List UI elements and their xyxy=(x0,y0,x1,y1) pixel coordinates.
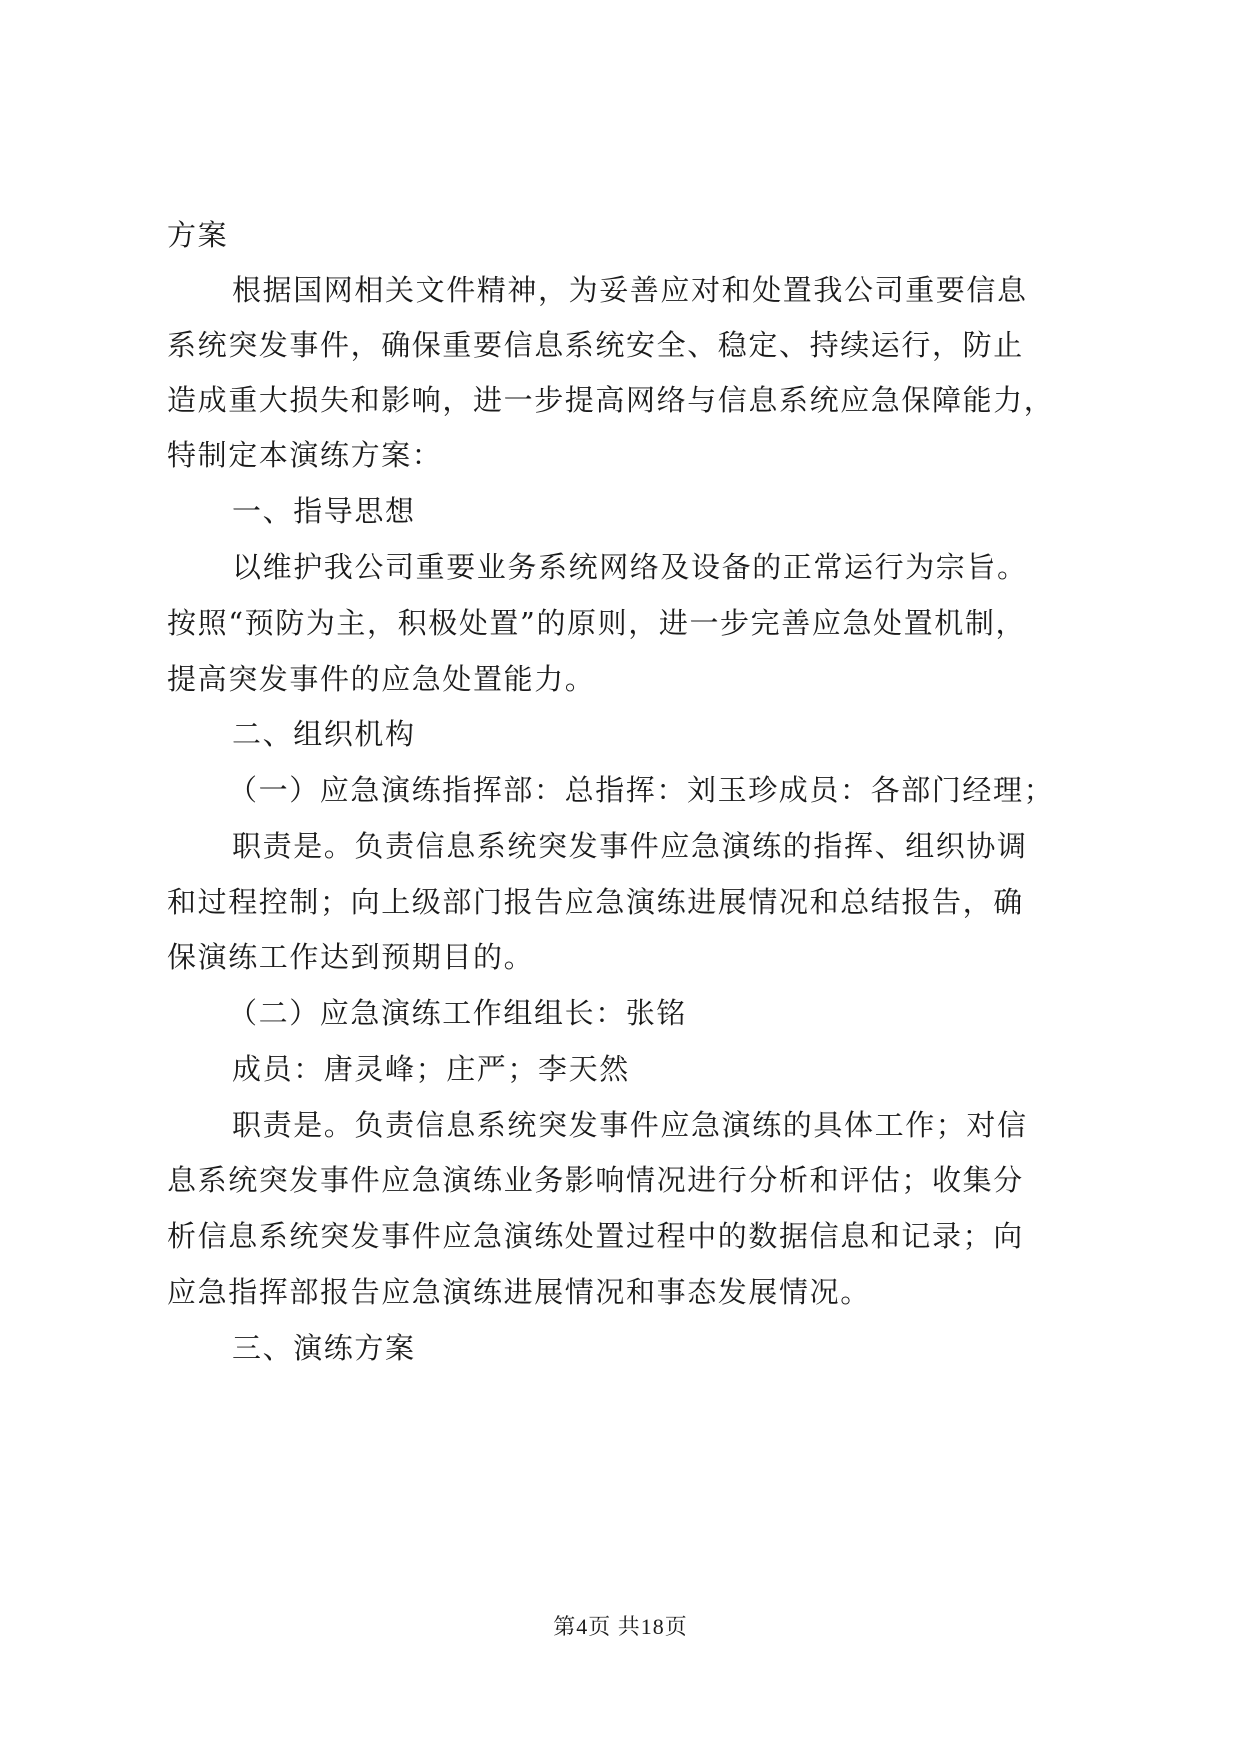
paragraph-hq-duties-line-1: 职责是。负责信息系统突发事件应急演练的指挥、组织协调 xyxy=(232,829,1028,863)
paragraph-hq-duties-line-2: 和过程控制；向上级部门报告应急演练进展情况和总结报告，确 xyxy=(167,885,1024,919)
paragraph-wg-duties-line-2: 息系统突发事件应急演练业务影响情况进行分析和评估；收集分 xyxy=(167,1163,1024,1197)
paragraph-wg-duties-line-3: 析信息系统突发事件应急演练处置过程中的数据信息和记录；向 xyxy=(167,1219,1024,1253)
paragraph-hq-duties-line-3: 保演练工作达到预期目的。 xyxy=(167,940,535,974)
paragraph-intro-line-4: 特制定本演练方案： xyxy=(167,438,443,472)
paragraph-guiding-line-3: 提高突发事件的应急处置能力。 xyxy=(167,662,596,696)
section-heading-drill-plan: 三、演练方案 xyxy=(232,1331,416,1365)
text-line-continuation: 方案 xyxy=(167,218,229,252)
paragraph-intro-line-1: 根据国网相关文件精神，为妥善应对和处置我公司重要信息 xyxy=(232,273,1028,307)
section-heading-guiding-ideology: 一、指导思想 xyxy=(232,494,416,528)
paragraph-intro-line-2: 系统突发事件，确保重要信息系统安全、稳定、持续运行，防止 xyxy=(167,328,1024,362)
paragraph-guiding-line-1: 以维护我公司重要业务系统网络及设备的正常运行为宗旨。 xyxy=(232,550,1028,584)
paragraph-intro-line-3: 造成重大损失和影响，进一步提高网络与信息系统应急保障能力， xyxy=(167,383,1055,417)
subsection-command-headquarters: （一）应急演练指挥部：总指挥：刘玉珍成员：各部门经理； xyxy=(228,773,1055,807)
subsection-working-group: （二）应急演练工作组组长：张铭 xyxy=(228,996,688,1030)
paragraph-wg-duties-line-1: 职责是。负责信息系统突发事件应急演练的具体工作；对信 xyxy=(232,1108,1028,1142)
page-number-footer: 第4页 共18页 xyxy=(553,1614,688,1639)
section-heading-organization: 二、组织机构 xyxy=(232,717,416,751)
paragraph-wg-duties-line-4: 应急指挥部报告应急演练进展情况和事态发展情况。 xyxy=(167,1275,871,1309)
paragraph-guiding-line-2: 按照“预防为主，积极处置”的原则，进一步完善应急处置机制， xyxy=(167,606,1027,640)
working-group-members: 成员：唐灵峰；庄严；李天然 xyxy=(232,1052,630,1086)
